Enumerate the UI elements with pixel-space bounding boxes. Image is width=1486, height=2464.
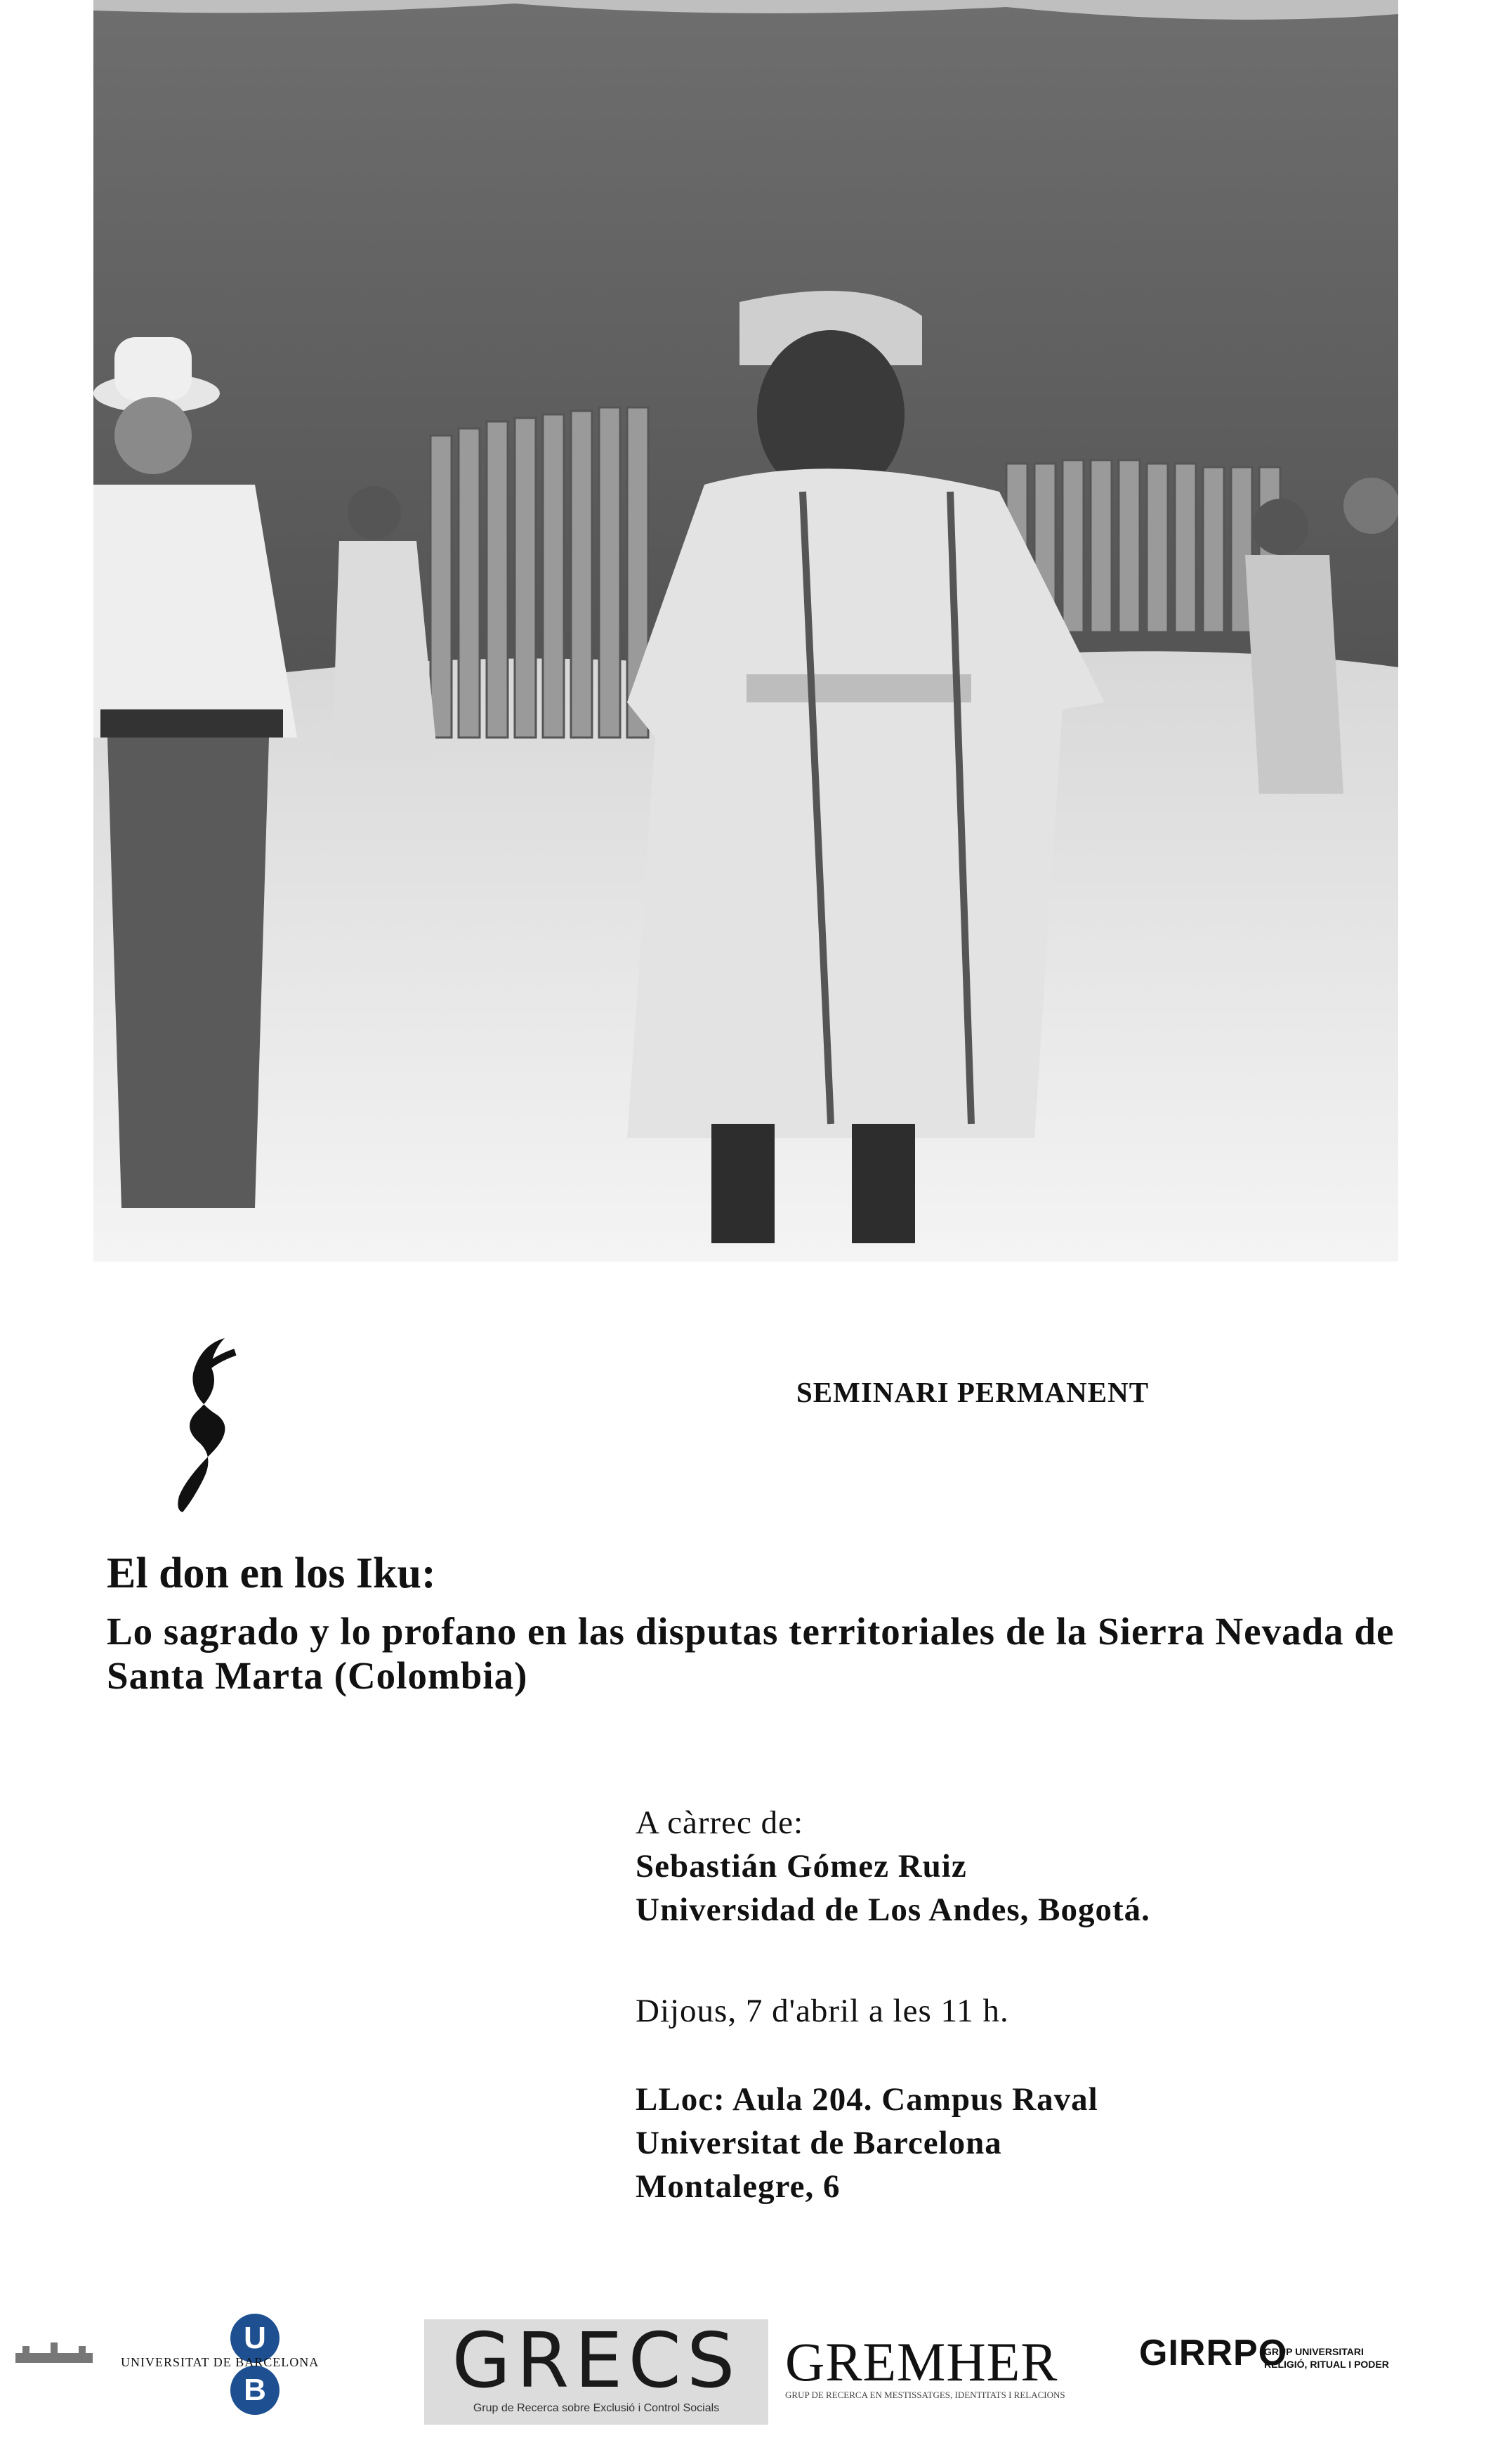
series-label: SEMINARI PERMANENT xyxy=(796,1376,1150,1408)
ub-name: UNIVERSITAT DE BARCELONA xyxy=(121,2355,320,2369)
girrpo-subtitle-1: GRUP UNIVERSITARI xyxy=(1264,2346,1364,2357)
speaker-intro: A càrrec de: xyxy=(636,1804,804,1841)
photo-scene-icon xyxy=(93,0,1398,1262)
girrpo-name: GIRRPO xyxy=(1139,2333,1288,2373)
girrpo-subtitle-2: RELIGIÓ, RITUAL I PODER xyxy=(1264,2359,1389,2370)
location-line-2: Universitat de Barcelona xyxy=(636,2125,1002,2161)
ub-logo-top: U xyxy=(230,2314,280,2363)
speaker-affiliation: Universidad de Los Andes, Bogotá. xyxy=(636,1892,1150,1928)
building-icon xyxy=(15,2339,93,2367)
event-date: Dijous, 7 d'abril a les 11 h. xyxy=(636,1993,1009,2029)
grecs-logo xyxy=(424,2319,768,2425)
location-line-3: Montalegre, 6 xyxy=(636,2168,841,2205)
hero-photograph xyxy=(93,0,1398,1262)
grecs-subtitle: Grup de Recerca sobre Exclusió i Control Socials xyxy=(473,2402,720,2414)
location-line-1: LLoc: Aula 204. Campus Raval xyxy=(636,2081,1098,2118)
gremher-subtitle: GRUP DE RECERCA EN MESTISSATGES, IDENTITATS I RELACIONS xyxy=(785,2390,1065,2400)
ub-logo-bottom: B xyxy=(230,2366,280,2415)
grecs-name: GRECS xyxy=(452,2317,741,2405)
talk-subtitle: Lo sagrado y lo profano en las disputas territoriales de la Sierra Nevada de Santa Marta (Colombia) xyxy=(107,1610,1395,1697)
talk-title: El don en los Iku: xyxy=(107,1549,436,1597)
speaker-name: Sebastián Gómez Ruiz xyxy=(636,1848,967,1885)
seminar-logo-icon xyxy=(158,1331,242,1514)
gremher-name: GREMHER xyxy=(785,2331,1058,2392)
